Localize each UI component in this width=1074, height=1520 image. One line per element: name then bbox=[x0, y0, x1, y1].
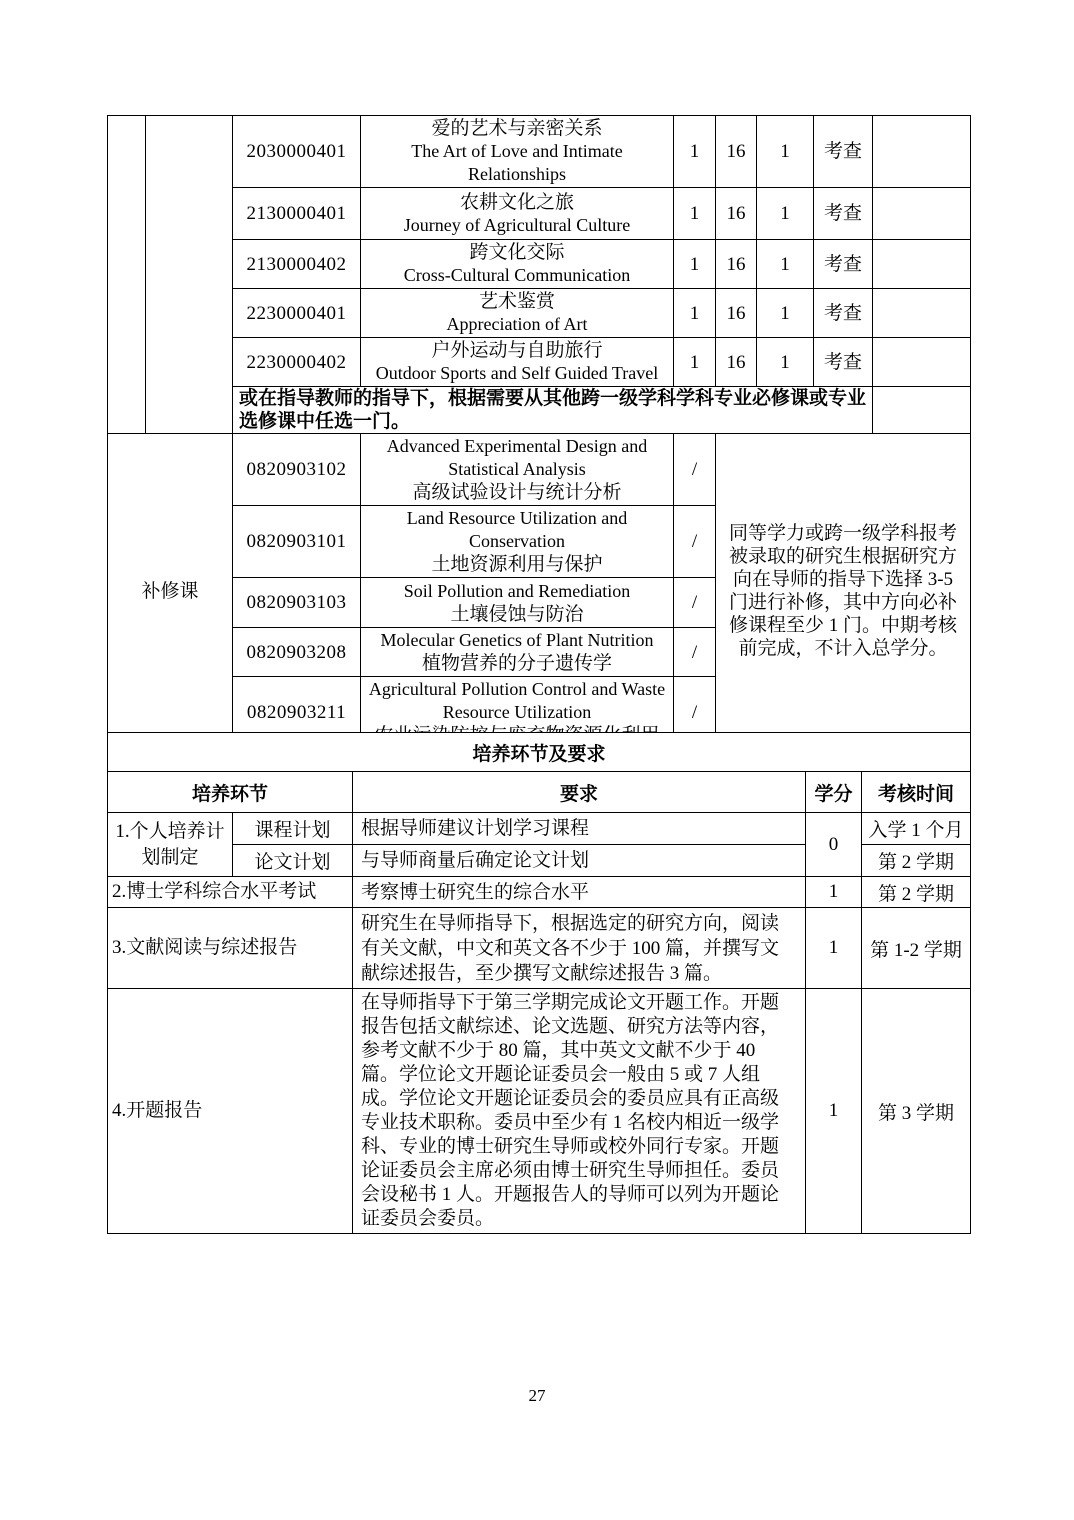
course-name-en: Cross-Cultural Communication bbox=[403, 265, 631, 285]
credits-cell: 1 bbox=[674, 338, 716, 387]
course-name-cell bbox=[361, 506, 674, 578]
course-row bbox=[108, 338, 971, 387]
course-name-cell bbox=[361, 116, 674, 188]
course-name-cn: 土地资源利用与保护 bbox=[431, 554, 603, 575]
hours-cell: 16 bbox=[716, 188, 757, 240]
hours-cell: 16 bbox=[716, 116, 757, 188]
course-name-en: Advanced Experimental Design and Statistical Analysis bbox=[386, 436, 648, 479]
stage-row bbox=[108, 813, 971, 845]
course-name-cell bbox=[361, 338, 674, 387]
course-name-cell bbox=[361, 188, 674, 240]
requirement-cell: 与导师商量后确定论文计划 bbox=[353, 845, 806, 877]
credits-cell: 1 bbox=[806, 908, 862, 989]
stage-cell: 3.文献阅读与综述报告 bbox=[108, 908, 353, 989]
course-code-cell: 2130000401 bbox=[233, 188, 361, 240]
course-name-cell bbox=[361, 240, 674, 289]
requirement-cell: 根据导师建议计划学习课程 bbox=[353, 813, 806, 845]
slash-cell: / bbox=[674, 677, 716, 749]
course-name-cn: 高级试验设计与统计分析 bbox=[412, 482, 622, 503]
hours-cell: 16 bbox=[716, 289, 757, 338]
credits-cell: 1 bbox=[674, 289, 716, 338]
credits-cell: 1 bbox=[674, 116, 716, 188]
course-code-cell: 0820903208 bbox=[233, 628, 361, 677]
course-name-en: Land Resource Utilization and Conservation bbox=[406, 508, 628, 551]
course-name-en: Soil Pollution and Remediation bbox=[403, 580, 631, 601]
course-code-cell: 0820903103 bbox=[233, 578, 361, 628]
empty-cell bbox=[873, 387, 971, 434]
empty-cell bbox=[873, 240, 971, 289]
course-code-cell: 0820903102 bbox=[233, 434, 361, 506]
supplementary-row bbox=[108, 434, 971, 506]
elective-note-cell: 或在指导教师的指导下，根据需要从其他跨一级学科学科专业必修课或专业选修课中任选一门。 bbox=[233, 387, 873, 434]
course-name-en: Outdoor Sports and Self Guided Travel bbox=[375, 363, 659, 383]
note-row bbox=[108, 387, 971, 434]
credits-cell: 0 bbox=[806, 813, 862, 877]
course-name-en: Journey of Agricultural Culture bbox=[403, 214, 631, 235]
requirement-cell: 研究生在导师指导下，根据选定的研究方向，阅读有关文献，中文和英文各不少于 100 篇，并撰写文献综述报告，至少撰写文献综述报告 3 篇。 bbox=[353, 908, 806, 989]
course-name-cn: 土壤侵蚀与防治 bbox=[450, 603, 584, 625]
course-code-cell: 2230000402 bbox=[233, 338, 361, 387]
slash-cell: / bbox=[674, 506, 716, 578]
section-title-row bbox=[108, 733, 971, 772]
courses-table bbox=[107, 115, 971, 749]
empty-cell bbox=[873, 289, 971, 338]
empty-cell bbox=[873, 338, 971, 387]
subcategory-spacer-cell bbox=[146, 116, 233, 434]
stage-row bbox=[108, 908, 971, 989]
course-name-cn: 跨文化交际 bbox=[469, 242, 565, 263]
substage-cell: 论文计划 bbox=[233, 845, 353, 877]
semester-cell: 1 bbox=[757, 116, 814, 188]
course-name-cell bbox=[361, 289, 674, 338]
time-cell: 第 3 学期 bbox=[862, 989, 971, 1234]
time-cell: 第 1-2 学期 bbox=[862, 908, 971, 989]
page-number: 27 bbox=[528, 1386, 546, 1405]
course-name-en: Molecular Genetics of Plant Nutrition bbox=[380, 630, 654, 650]
section-title: 培养环节及要求 bbox=[108, 733, 971, 772]
slash-cell: / bbox=[674, 628, 716, 677]
stage-row bbox=[108, 989, 971, 1234]
hours-cell: 16 bbox=[716, 338, 757, 387]
course-code-cell: 0820903101 bbox=[233, 506, 361, 578]
course-name-cell bbox=[361, 628, 674, 677]
course-name-en: Agricultural Pollution Control and Waste Resource Utilization bbox=[368, 679, 666, 722]
slash-cell: / bbox=[674, 434, 716, 506]
credits-cell: 1 bbox=[806, 989, 862, 1234]
header-requirement: 要求 bbox=[353, 772, 806, 813]
course-name-cn: 户外运动与自助旅行 bbox=[431, 340, 603, 361]
assessment-cell: 考查 bbox=[814, 116, 873, 188]
stage-cell: 1.个人培养计划制定 bbox=[108, 813, 233, 877]
course-code-cell: 2230000401 bbox=[233, 289, 361, 338]
assessment-cell: 考查 bbox=[814, 240, 873, 289]
requirement-cell: 在导师指导下于第三学期完成论文开题工作。开题报告包括文献综述、论文选题、研究方法等内容，参考文献不少于 80 篇，其中英文文献不少于 40 篇。学位论文开题论证委员会一般由 5 或 7 人组成。学位论文开题论证委员会的委员应具有正高级专业技术职称。委员中至少有 1 名校内相近一级学科、专业的博士研究生导师或校外同行专家。开题论证委员会主席必须由博士研究生导师担任。委员会设秘书 1 人。开题报告人的导师可以列为开题论证委员会委员。 bbox=[353, 989, 806, 1234]
semester-cell: 1 bbox=[757, 240, 814, 289]
semester-cell: 1 bbox=[757, 289, 814, 338]
course-code-cell: 0820903211 bbox=[233, 677, 361, 749]
assessment-cell: 考查 bbox=[814, 338, 873, 387]
course-row bbox=[108, 240, 971, 289]
course-name-cn: 农耕文化之旅 bbox=[459, 191, 574, 213]
course-row bbox=[108, 188, 971, 240]
course-code-cell: 2030000401 bbox=[233, 116, 361, 188]
stage-row bbox=[108, 877, 971, 908]
supplementary-category-cell: 补修课 bbox=[108, 434, 233, 749]
time-cell: 第 2 学期 bbox=[862, 845, 971, 877]
assessment-cell: 考查 bbox=[814, 289, 873, 338]
credits-cell: 1 bbox=[674, 188, 716, 240]
course-name-cn: 植物营养的分子遗传学 bbox=[421, 653, 612, 674]
hours-cell: 16 bbox=[716, 240, 757, 289]
course-row bbox=[108, 116, 971, 188]
course-name-cn: 爱的艺术与亲密关系 bbox=[431, 118, 603, 139]
credits-cell: 1 bbox=[806, 877, 862, 908]
empty-cell bbox=[873, 188, 971, 240]
time-cell: 入学 1 个月 bbox=[862, 813, 971, 845]
stage-cell: 2.博士学科综合水平考试 bbox=[108, 877, 353, 908]
time-cell: 第 2 学期 bbox=[862, 877, 971, 908]
training-table bbox=[107, 732, 971, 1234]
assessment-cell: 考查 bbox=[814, 188, 873, 240]
course-name-cell bbox=[361, 578, 674, 628]
course-code-cell: 2130000402 bbox=[233, 240, 361, 289]
semester-cell: 1 bbox=[757, 338, 814, 387]
course-name-cn: 艺术鉴赏 bbox=[478, 291, 555, 312]
course-row bbox=[108, 289, 971, 338]
header-time: 考核时间 bbox=[862, 772, 971, 813]
course-name-cell bbox=[361, 434, 674, 506]
course-name-en: The Art of Love and Intimate Relationships bbox=[411, 141, 623, 184]
slash-cell: / bbox=[674, 578, 716, 628]
empty-cell bbox=[873, 116, 971, 188]
category-spacer-cell bbox=[108, 116, 146, 434]
header-credits: 学分 bbox=[806, 772, 862, 813]
header-row bbox=[108, 772, 971, 813]
stage-cell: 4.开题报告 bbox=[108, 989, 353, 1234]
course-name-en: Appreciation of Art bbox=[446, 314, 588, 334]
requirement-cell: 考察博士研究生的综合水平 bbox=[353, 877, 806, 908]
supplementary-note-cell: 同等学力或跨一级学科报考被录取的研究生根据研究方向在导师的指导下选择 3-5 门进行补修，其中方向必补修课程至少 1 门。中期考核前完成，不计入总学分。 bbox=[716, 434, 971, 749]
semester-cell: 1 bbox=[757, 188, 814, 240]
substage-cell: 课程计划 bbox=[233, 813, 353, 845]
credits-cell: 1 bbox=[674, 240, 716, 289]
header-stage: 培养环节 bbox=[108, 772, 353, 813]
